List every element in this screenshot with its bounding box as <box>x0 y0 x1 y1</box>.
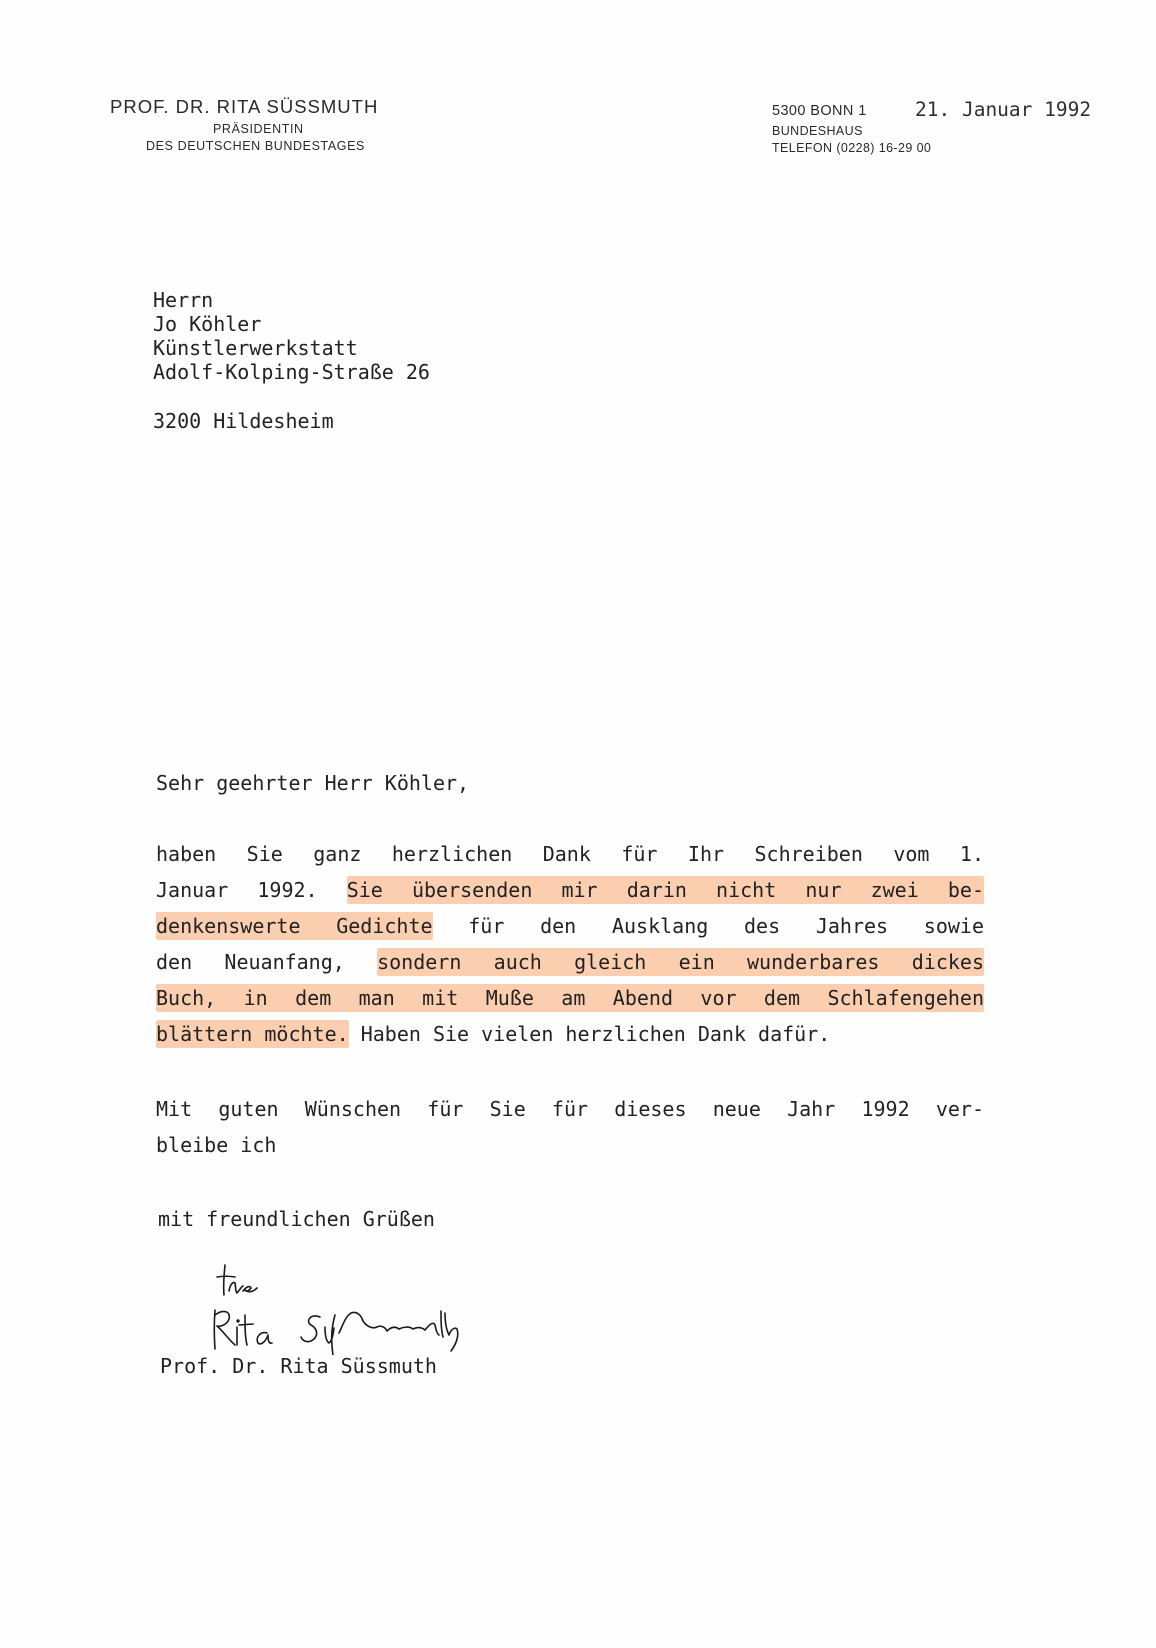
recipient-organization: Künstlerwerkstatt <box>153 336 358 360</box>
recipient-city: 3200 Hildesheim <box>153 409 334 433</box>
letterhead-title-line1: PRÄSIDENTIN <box>213 122 304 136</box>
paragraph-line: Mit guten Wünschen für Sie für dieses neue Jahr 1992 ver- <box>156 1097 984 1121</box>
letterhead-title-line2: DES DEUTSCHEN BUNDESTAGES <box>146 139 365 153</box>
highlighted-text: sondern auch gleich ein wunderbares dickes <box>377 950 984 974</box>
letterhead-city: 5300 BONN 1 <box>772 103 867 119</box>
paragraph-line <box>156 914 984 938</box>
highlighted-text: denkenswerte Gedichte <box>156 914 433 938</box>
recipient-name: Jo Köhler <box>153 312 262 336</box>
paragraph-line <box>156 878 984 902</box>
paragraph-line <box>156 986 984 1010</box>
letterhead-phone: TELEFON (0228) 16-29 00 <box>772 141 932 155</box>
paragraph-line: haben Sie ganz herzlichen Dank für Ihr Schreiben vom 1. <box>156 842 984 866</box>
letter-date: 21. Januar 1992 <box>915 98 1092 121</box>
handwritten-signature <box>205 1255 495 1355</box>
plain-text: Haben Sie vielen herzlichen Dank dafür. <box>360 1022 831 1046</box>
recipient-street: Adolf-Kolping-Straße 26 <box>153 360 430 384</box>
highlighted-text: blättern möchte. <box>156 1022 349 1046</box>
highlighted-text: Buch, in dem man mit Muße am Abend vor dem Schlafengehen <box>156 986 984 1010</box>
paragraph-line <box>156 1022 984 1046</box>
plain-text: den Neuanfang, <box>156 950 345 974</box>
letterhead-building: BUNDESHAUS <box>772 124 863 138</box>
letterhead-name: PROF. DR. RITA SÜSSMUTH <box>110 96 379 117</box>
highlighted-text: Sie übersenden mir darin nicht nur zwei be- <box>346 878 985 902</box>
paragraph-line <box>156 950 984 974</box>
plain-text: für den Ausklang des Jahres sowie <box>468 914 984 938</box>
paragraph-line: bleibe ich <box>156 1133 277 1157</box>
plain-text: Januar 1992. <box>156 878 318 902</box>
salutation: Sehr geehrter Herr Köhler, <box>156 771 470 795</box>
signature-name: Prof. Dr. Rita Süssmuth <box>160 1354 437 1378</box>
closing-phrase: mit freundlichen Grüßen <box>158 1207 435 1231</box>
recipient-salutation-line: Herrn <box>153 288 214 312</box>
